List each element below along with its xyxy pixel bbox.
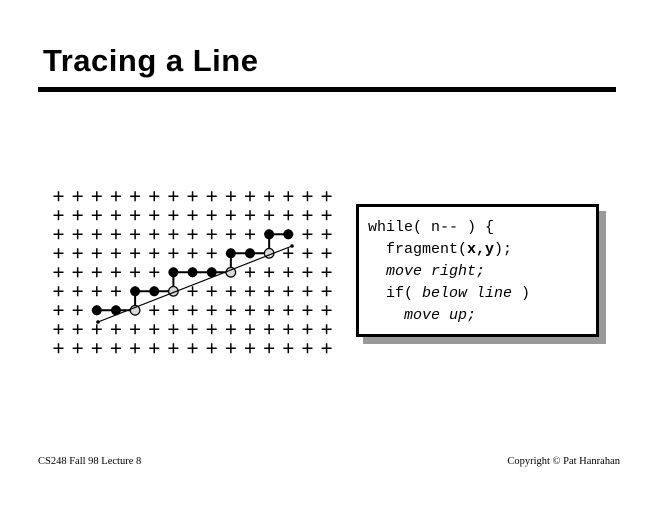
code-line (368, 239, 587, 261)
fragment-pixel-dot (226, 248, 236, 258)
code-segment: ); (494, 241, 513, 258)
code-box (356, 204, 599, 337)
ideal-line-end-dot (290, 244, 294, 248)
page-title: Tracing a Line (43, 43, 259, 78)
code-segment: if( (368, 285, 423, 302)
code-segment (368, 307, 404, 324)
fragment-pixel-dot (92, 305, 102, 315)
footer-copyright: Copyright © Pat Hanrahan (507, 456, 620, 467)
fragment-pixel-dot (264, 229, 274, 239)
code-segment: move right; (386, 263, 486, 280)
code-segment: fragment( (368, 241, 468, 258)
fragment-pixel-dot (168, 267, 178, 277)
fragment-pixel-dot (283, 229, 293, 239)
code-line (368, 261, 587, 283)
footer-course-label: CS248 Fall 98 Lecture 8 (38, 456, 142, 467)
code-segment: x,y (467, 241, 495, 258)
code-line (368, 305, 587, 327)
code-segment: ) (512, 285, 531, 302)
fragment-pixel-dot (245, 248, 255, 258)
code-segment: below line (422, 285, 513, 302)
fragment-pixel-dot (149, 286, 159, 296)
fragment-pixel-dot (188, 267, 198, 277)
ideal-line-start-dot (96, 320, 100, 324)
code-line (368, 217, 587, 239)
code-segment (368, 263, 386, 280)
code-line (368, 283, 587, 305)
code-segment: move up; (404, 307, 477, 324)
fragment-pixel-dot (130, 286, 140, 296)
code-segment: while( n-- ) { (368, 219, 495, 236)
